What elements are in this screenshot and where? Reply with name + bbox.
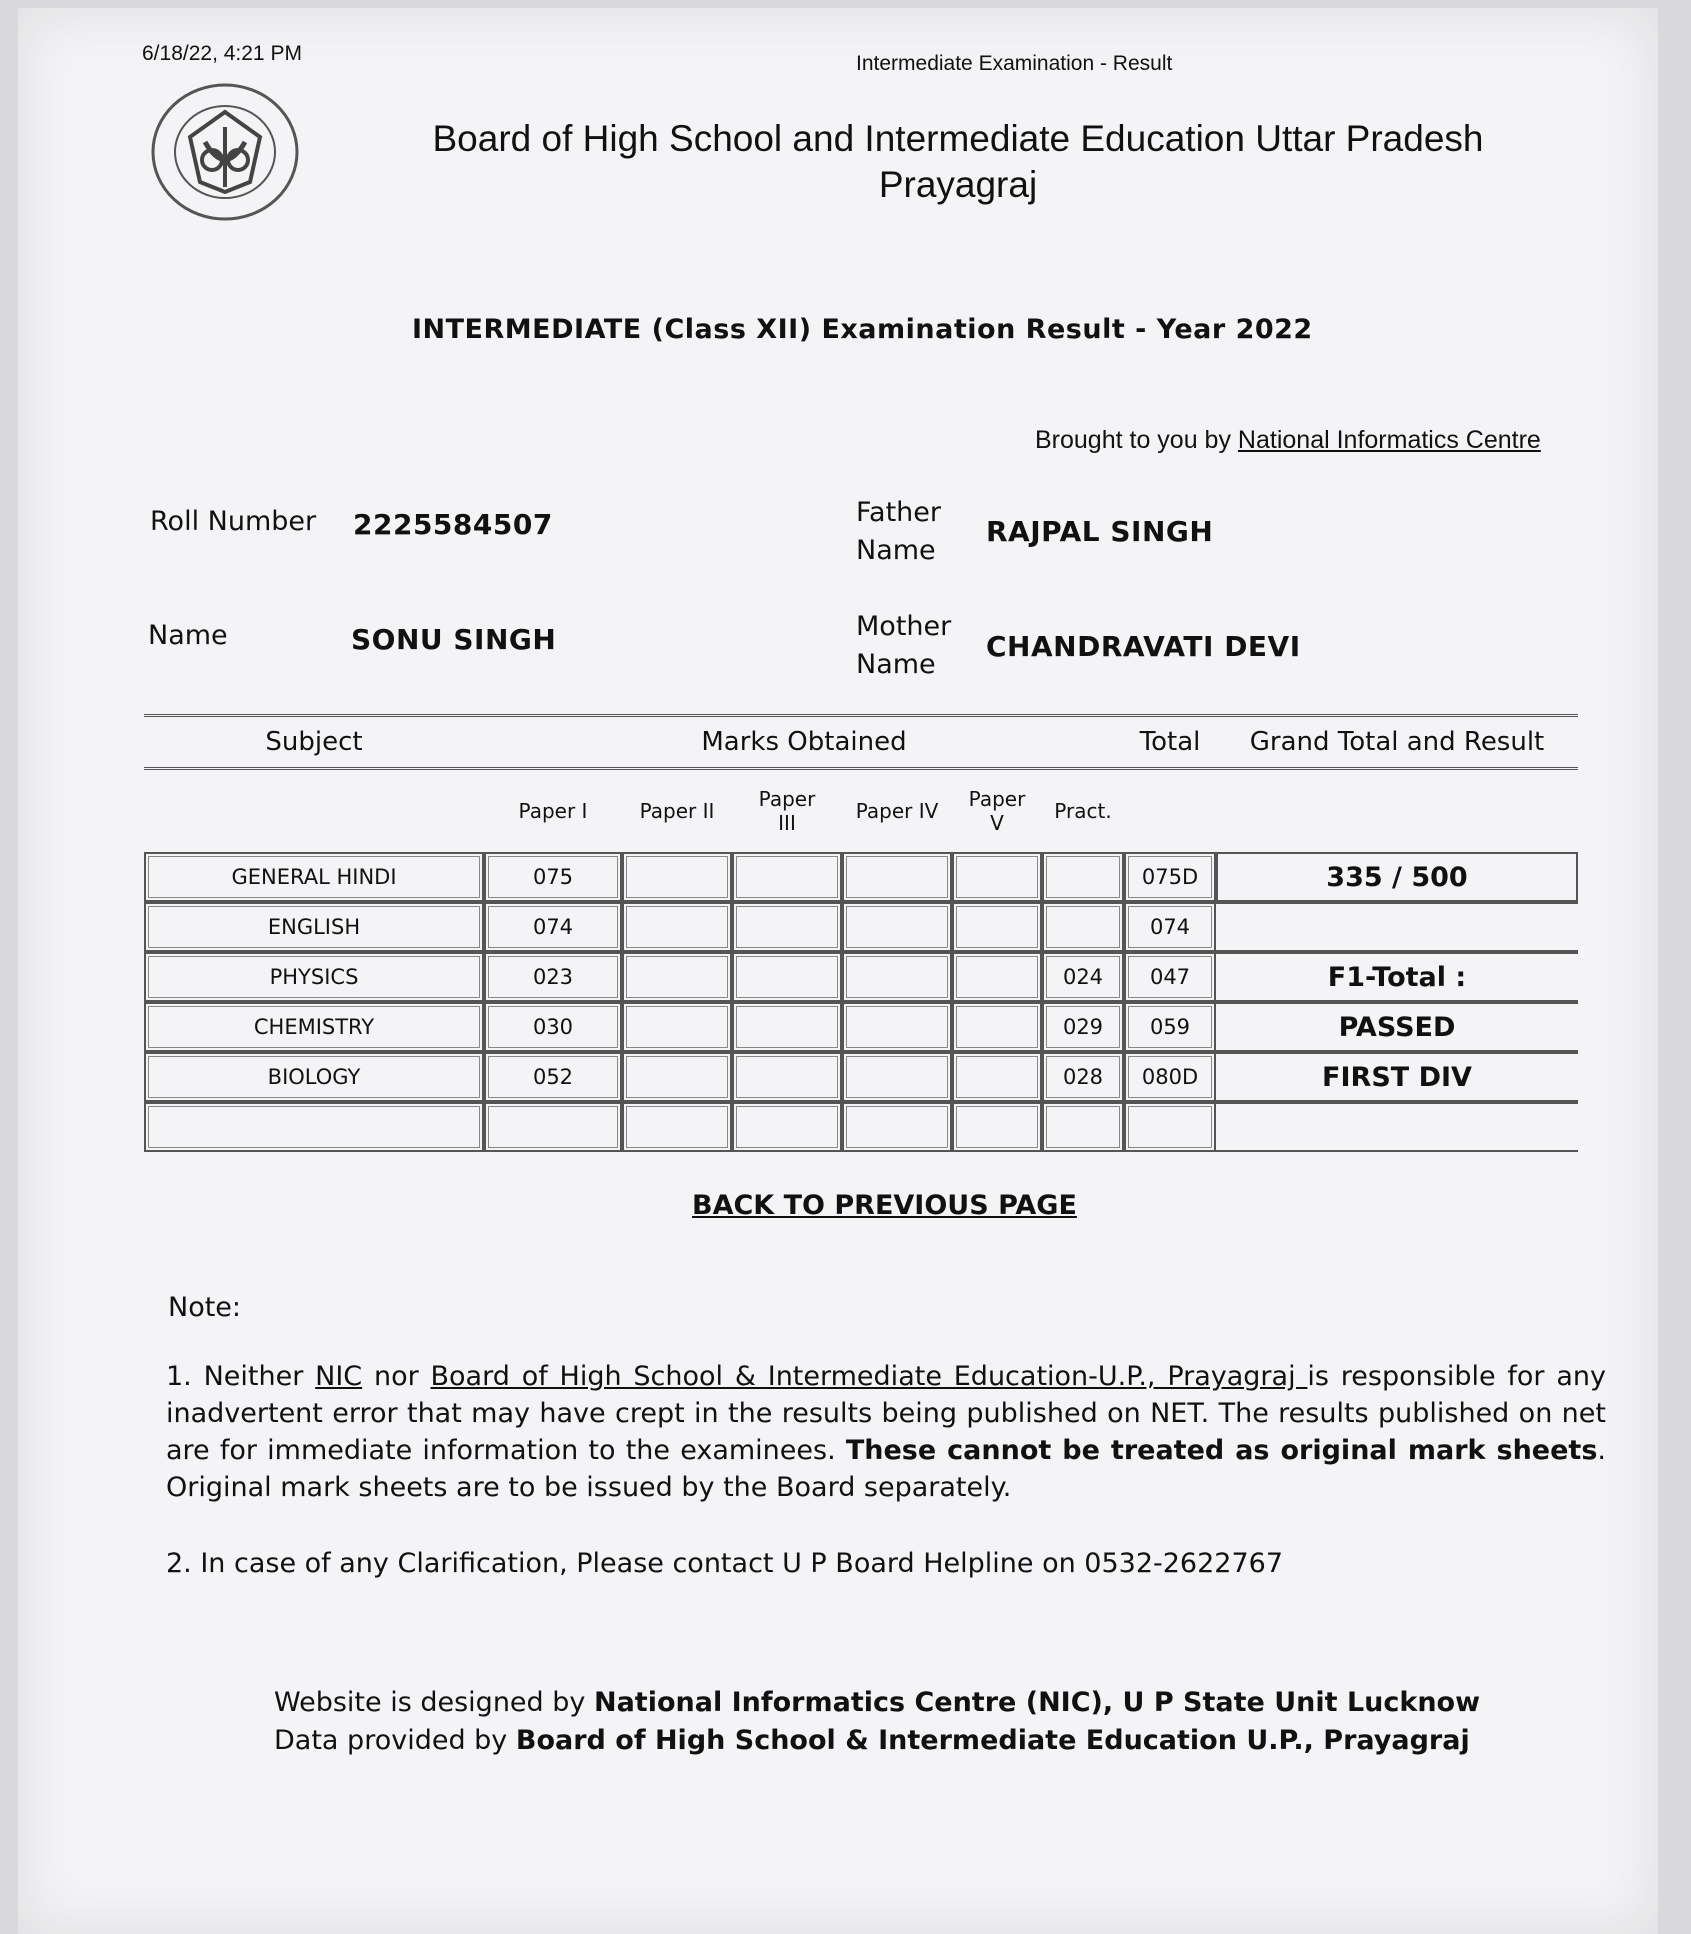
mother-name-value: CHANDRAVATI DEVI	[986, 630, 1301, 663]
father-name-label	[856, 494, 941, 570]
cell-p4	[842, 902, 952, 952]
subheader-total-blank	[1124, 770, 1216, 852]
note-1-text-d: . Original mark sheets are to be issued by the Board separately.	[166, 1435, 1606, 1503]
footer-line2-bold: Board of High School & Intermediate Education U.P., Prayagraj	[515, 1725, 1470, 1756]
table-row	[144, 952, 1578, 1002]
subheader-grand-blank	[1216, 770, 1578, 852]
footer	[274, 1684, 1480, 1760]
cell-total: 080D	[1124, 1052, 1216, 1102]
back-to-previous-page-link[interactable]: BACK TO PREVIOUS PAGE	[692, 1190, 1077, 1221]
cell-p4	[842, 852, 952, 902]
cell-total	[1124, 1102, 1216, 1152]
table-row	[144, 902, 1578, 952]
cell-p4	[842, 1002, 952, 1052]
marks-table	[144, 714, 1578, 1152]
cell-p2	[622, 1102, 732, 1152]
note-1	[166, 1358, 1606, 1506]
note-1-nic: NIC	[315, 1361, 363, 1392]
subheader-paper-1: Paper I	[518, 799, 588, 823]
name-value: SONU SINGH	[351, 623, 557, 656]
cell-subject: GENERAL HINDI	[144, 852, 484, 902]
subheader-paper-5-line2: V	[990, 811, 1004, 835]
cell-p4	[842, 952, 952, 1002]
header-total: Total	[1124, 714, 1216, 770]
subheader-paper-3-line2: III	[778, 811, 796, 835]
cell-p1: 074	[484, 902, 622, 952]
cell-subject: ENGLISH	[144, 902, 484, 952]
cell-total: 075D	[1124, 852, 1216, 902]
roll-number-label: Roll Number	[150, 506, 317, 537]
cell-grand-total-result: F1-Total :	[1216, 952, 1578, 1002]
cell-p3	[732, 1002, 842, 1052]
footer-line1-prefix: Website is designed by	[274, 1687, 594, 1718]
note-1-text-c: is responsible for any inadvertent error that may have crept in the results being published on NET. The results published on net are for immediate information to the examinees.	[166, 1361, 1606, 1466]
note-1-board: Board of High School & Intermediate Education-U.P., Prayagraj	[430, 1361, 1308, 1392]
cell-p2	[622, 852, 732, 902]
cell-grand-total-result: 335 / 500	[1216, 852, 1578, 902]
cell-p4	[842, 1052, 952, 1102]
cell-p5	[952, 1102, 1042, 1152]
cell-total: 047	[1124, 952, 1216, 1002]
cell-p3	[732, 852, 842, 902]
note-1-text-b: nor	[362, 1361, 431, 1392]
cell-total: 074	[1124, 902, 1216, 952]
footer-line2	[274, 1722, 1480, 1760]
cell-p5	[952, 1002, 1042, 1052]
cell-grand-total-result: FIRST DIV	[1216, 1052, 1578, 1102]
note-2: 2. In case of any Clarification, Please contact U P Board Helpline on 0532-2622767	[166, 1548, 1284, 1579]
cell-grand-total-result: PASSED	[1216, 1002, 1578, 1052]
cell-p1: 075	[484, 852, 622, 902]
cell-p1: 023	[484, 952, 622, 1002]
header-grand-total: Grand Total and Result	[1216, 714, 1578, 770]
subheader-practical: Pract.	[1054, 799, 1112, 823]
mother-label-line1: Mother	[856, 611, 952, 642]
cell-pract: 028	[1042, 1052, 1124, 1102]
cell-pract	[1042, 852, 1124, 902]
cell-p1	[484, 1102, 622, 1152]
cell-p1: 030	[484, 1002, 622, 1052]
cell-p5	[952, 902, 1042, 952]
cell-subject	[144, 1102, 484, 1152]
cell-p2	[622, 1052, 732, 1102]
board-name-line1: Board of High School and Intermediate Education Uttar Pradesh	[432, 118, 1484, 159]
mother-label-line2: Name	[856, 649, 936, 680]
cell-p2	[622, 902, 732, 952]
table-subheader-row	[144, 770, 1578, 852]
cell-p3	[732, 902, 842, 952]
footer-line1	[274, 1684, 1480, 1722]
cell-p5	[952, 852, 1042, 902]
note-1-text-a: 1. Neither	[166, 1361, 316, 1392]
cell-pract: 029	[1042, 1002, 1124, 1052]
brought-by-prefix: Brought to you by	[1035, 426, 1231, 454]
subheader-paper-5-line1: Paper	[968, 787, 1026, 811]
print-page-title: Intermediate Examination - Result	[856, 52, 1173, 75]
subheader-paper-3-line1: Paper	[758, 787, 816, 811]
subheader-paper-2: Paper II	[639, 799, 715, 823]
cell-total: 059	[1124, 1002, 1216, 1052]
print-datetime: 6/18/22, 4:21 PM	[142, 42, 302, 65]
cell-pract	[1042, 1102, 1124, 1152]
subheader-paper-3	[732, 770, 842, 852]
cell-p2	[622, 1002, 732, 1052]
footer-line2-prefix: Data provided by	[274, 1725, 516, 1756]
brought-by	[1035, 426, 1541, 455]
cell-p5	[952, 952, 1042, 1002]
result-sheet	[18, 8, 1658, 1934]
mother-name-label	[856, 608, 951, 684]
cell-pract: 024	[1042, 952, 1124, 1002]
cell-subject: PHYSICS	[144, 952, 484, 1002]
table-row	[144, 1102, 1578, 1152]
cell-subject: CHEMISTRY	[144, 1002, 484, 1052]
cell-p2	[622, 952, 732, 1002]
footer-line1-bold: National Informatics Centre (NIC), U P State Unit Lucknow	[593, 1687, 1481, 1718]
subheader-blank	[144, 770, 484, 852]
cell-pract	[1042, 902, 1124, 952]
note-1-bold: These cannot be treated as original mark sheets	[845, 1435, 1598, 1466]
table-header-row	[144, 714, 1578, 770]
cell-p1: 052	[484, 1052, 622, 1102]
header-marks-obtained: Marks Obtained	[484, 714, 1124, 770]
cell-p3	[732, 1052, 842, 1102]
cell-p4	[842, 1102, 952, 1152]
father-name-value: RAJPAL SINGH	[986, 515, 1214, 548]
cell-p3	[732, 952, 842, 1002]
roll-number-value: 2225584507	[353, 508, 553, 541]
board-name-line2: Prayagraj	[878, 164, 1038, 205]
cell-grand-total-result	[1216, 902, 1578, 952]
cell-p5	[952, 1052, 1042, 1102]
cell-grand-total-result	[1216, 1102, 1578, 1152]
subheader-paper-5	[952, 770, 1042, 852]
board-seal-icon	[150, 82, 300, 222]
board-name	[358, 116, 1558, 208]
nic-link[interactable]: National Informatics Centre	[1237, 426, 1541, 454]
father-label-line1: Father	[856, 497, 942, 528]
cell-subject: BIOLOGY	[144, 1052, 484, 1102]
table-row	[144, 1052, 1578, 1102]
note-heading: Note:	[168, 1292, 242, 1323]
name-label: Name	[148, 620, 228, 651]
cell-p3	[732, 1102, 842, 1152]
subheader-paper-4: Paper IV	[855, 799, 939, 823]
table-row	[144, 852, 1578, 902]
exam-title: INTERMEDIATE (Class XII) Examination Result - Year 2022	[412, 314, 1313, 345]
father-label-line2: Name	[856, 535, 936, 566]
header-subject: Subject	[144, 714, 484, 770]
table-row	[144, 1002, 1578, 1052]
